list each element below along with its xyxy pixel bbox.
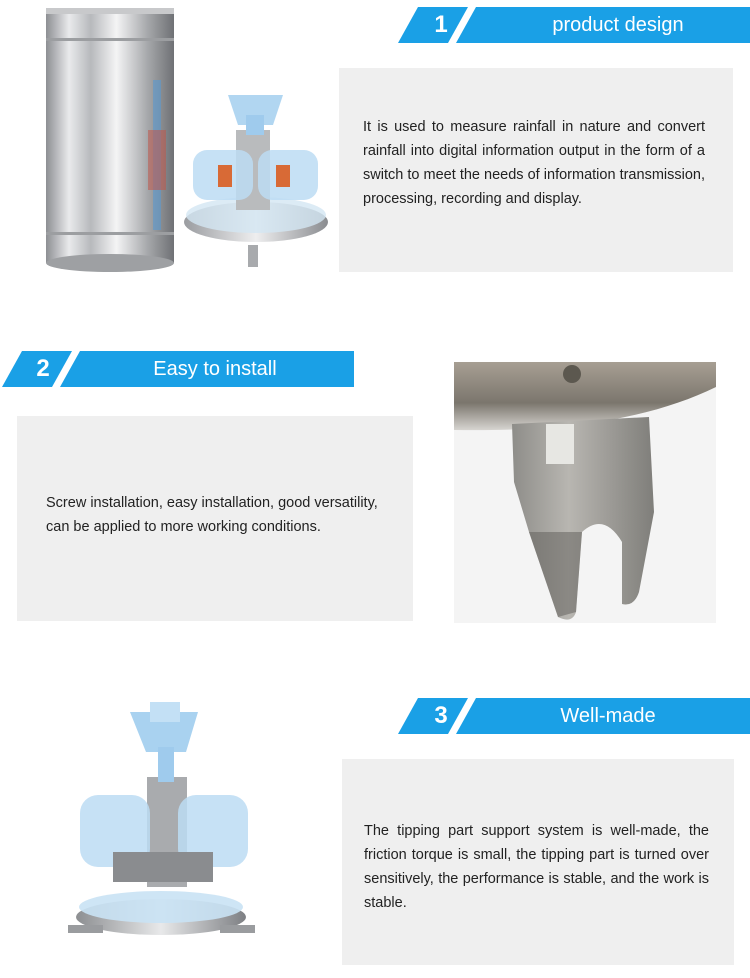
rain-gauge-product-image xyxy=(38,0,338,285)
section-1-number: 1 xyxy=(434,11,448,38)
section-1-banner xyxy=(398,7,750,43)
section-3-number: 3 xyxy=(434,702,448,729)
tipping-bucket-image xyxy=(58,697,268,959)
section-3-description-panel xyxy=(342,759,734,965)
section-2-description: Screw installation, easy installation, good versatility, can be applied to more working conditions. xyxy=(46,495,378,535)
section-3-title: Well-made xyxy=(560,705,656,727)
section-2-number: 2 xyxy=(36,355,50,382)
section-1-description: It is used to measure rainfall in nature and convert rainfall into digital information output in the form of a switch to meet the needs of information transmission, processing, recording and display. xyxy=(363,119,705,207)
section-3-description: The tipping part support system is well-made, the friction torque is small, the tipping part is turned over sensitively, the performance is stable, and the work is stable. xyxy=(364,823,709,911)
mounting-bracket-image xyxy=(454,362,716,623)
section-3-banner xyxy=(398,698,750,734)
section-1-description-panel xyxy=(339,68,733,272)
section-1-title: product design xyxy=(552,14,684,36)
section-2-title: Easy to install xyxy=(153,358,277,380)
section-2-banner xyxy=(0,351,354,387)
section-2-description-panel xyxy=(17,416,413,621)
